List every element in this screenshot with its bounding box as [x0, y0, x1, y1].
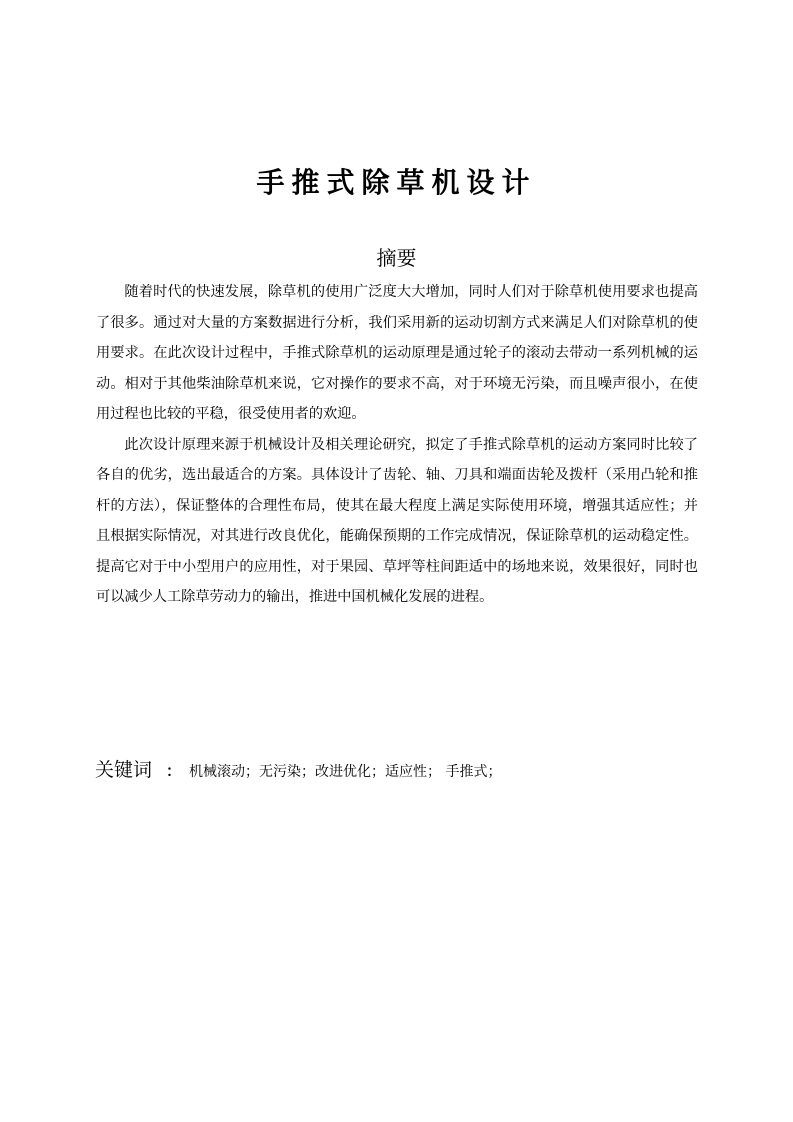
keywords-colon: ： — [166, 762, 182, 780]
keywords-label: 关键词 — [95, 759, 153, 781]
keywords-list: 机械滚动；无污染；改进优化；适应性； 手推式； — [189, 764, 502, 780]
page-title: 手推式除草机设计 — [256, 166, 537, 199]
abstract-paragraph: 随着时代的快速发展，除草机的使用广泛度大大增加，同时人们对于除草机使用要求也提高了很多。通过对大量的方案数据进行分析，我们采用新的运动切割方式来满足人们对除草机的使用要求。在此次设计过程中，手推式除草机的运动原理是通过轮子的滚动去带动一系列机械的运动。相对于其他柴油除草机来说，它对操作的要求不高，对于环境无污染，而且噪声很小，在使用过程也比较的平稳，很受使用者的欢迎。 — [96, 284, 698, 422]
abstract-paragraph: 此次设计原理来源于机械设计及相关理论研究，拟定了手推式除草机的运动方案同时比较了各自的优劣，选出最适合的方案。具体设计了齿轮、轴、刀具和端面齿轮及拨杆（采用凸轮和推杆的方法），保证整体的合理性布局，使其在最大程度上满足实际使用环境，增强其适应性；并且根据实际情况，对其进行改良优化，能确保预期的工作完成情况，保证除草机的运动稳定性。提高它对于中小型用户的应用性，对于果园、草坪等柱间距适中的场地来说，效果很好，同时也可以减少人工除草劳动力的输出，推进中国机械化发展的进程。 — [96, 436, 698, 605]
keywords-line — [95, 756, 715, 786]
abstract-body — [96, 277, 698, 613]
abstract-heading: 摘要 — [376, 246, 417, 270]
